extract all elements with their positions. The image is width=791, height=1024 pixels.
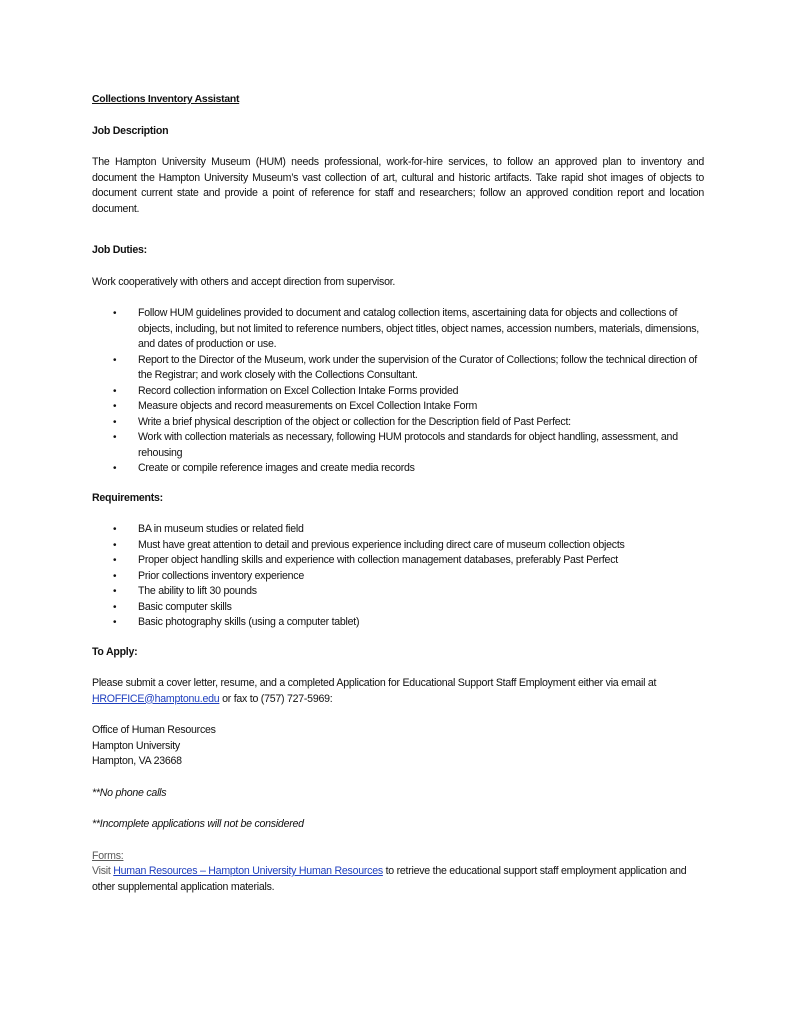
job-duty-text: Work with collection materials as necessary, following HUM protocols and standards for object handling, assessment, and rehousing — [138, 431, 678, 459]
bullet-icon: • — [113, 586, 117, 597]
requirement-item — [113, 522, 704, 538]
bullet-icon: • — [113, 308, 117, 319]
requirement-text: Prior collections inventory experience — [138, 569, 304, 582]
requirements-heading: Requirements: — [92, 491, 163, 504]
requirement-item — [113, 569, 704, 585]
job-duty-item — [113, 306, 704, 353]
bullet-icon: • — [113, 385, 117, 397]
job-duty-item — [113, 430, 704, 461]
job-duties-list — [92, 306, 704, 477]
bullet-icon: • — [113, 555, 117, 566]
bullet-icon: • — [113, 463, 117, 474]
bullet-icon: • — [113, 354, 117, 366]
bullet-icon: • — [113, 601, 117, 613]
address-line-2: Hampton University — [92, 739, 180, 752]
requirement-text: Basic photography skills (using a computer tablet) — [138, 616, 360, 628]
forms-visit-word: Visit — [92, 865, 114, 877]
forms-text-after-link: to retrieve the educational support staff employment application and other supplemental application materials. — [92, 865, 687, 893]
job-duties-intro: Work cooperatively with others and accept direction from supervisor. — [92, 275, 396, 288]
requirement-text: Proper object handling skills and experience with collection management databases, preferably Past Perfect — [138, 554, 618, 566]
requirement-text: BA in museum studies or related field — [138, 523, 304, 535]
hr-website-link[interactable]: Human Resources – Hampton University Human Resources — [113, 865, 383, 877]
requirement-text: Basic computer skills — [138, 600, 232, 613]
to-apply-text-after-email: or fax to (757) 727-5969: — [219, 692, 333, 705]
document-page — [92, 92, 704, 911]
requirement-item — [113, 538, 704, 554]
requirement-item — [113, 584, 704, 600]
to-apply-heading: To Apply: — [92, 645, 138, 658]
bullet-icon: • — [113, 524, 117, 535]
spacer — [92, 233, 704, 243]
bullet-icon: • — [113, 432, 117, 443]
job-duty-item — [113, 399, 704, 415]
bullet-icon: • — [113, 617, 117, 628]
to-apply-text-before-email: Please submit a cover letter, resume, and a completed Application for Educational Support Staff Employment either via email at — [92, 677, 657, 689]
forms-body — [92, 864, 704, 895]
mailing-address — [92, 723, 704, 770]
job-duty-text: Write a brief physical description of the object or collection for the Description field of Past Perfect: — [138, 415, 571, 428]
job-duty-text: Report to the Director of the Museum, work under the supervision of the Curator of Collections; follow the technical direction of the Registrar; and work closely with the Collections Consultant. — [138, 353, 697, 381]
job-duty-item — [113, 353, 704, 384]
job-duty-text: Create or compile reference images and create media records — [138, 462, 415, 474]
forms-heading: Forms: — [92, 849, 124, 862]
job-description-heading: Job Description — [92, 124, 169, 137]
bullet-icon: • — [113, 570, 117, 582]
no-phone-calls-note: **No phone calls — [92, 786, 167, 799]
job-duties-heading: Job Duties: — [92, 244, 147, 256]
job-description-body: The Hampton University Museum (HUM) needs professional, work-for-hire services, to follow an approved plan to inventory and document the Hampton University Museum’s vast collection of art, cultural and historic artifacts. Take rapid shot images of objects to document current state and provide a point of reference for staff and researchers; follow an approved condition report and location document. — [92, 156, 704, 215]
requirement-text: The ability to lift 30 pounds — [138, 585, 257, 597]
requirement-item — [113, 600, 704, 616]
document-title: Collections Inventory Assistant — [92, 94, 240, 105]
job-duty-text: Record collection information on Excel Collection Intake Forms provided — [138, 384, 459, 397]
job-duty-item — [113, 461, 704, 477]
bullet-icon: • — [113, 539, 117, 551]
hr-email-link[interactable]: HROFFICE@hamptonu.edu — [92, 692, 220, 705]
job-duty-item — [113, 415, 704, 431]
address-line-1: Office of Human Resources — [92, 724, 216, 736]
job-duty-text: Follow HUM guidelines provided to document and catalog collection items, ascertaining data for objects and collections of objects, including, but not limited to reference numbers, object titles, object names, accession numbers, materials, dimensions, and dates of production or use. — [138, 307, 699, 350]
address-line-3: Hampton, VA 23668 — [92, 755, 182, 767]
bullet-icon: • — [113, 401, 117, 412]
job-duty-text: Measure objects and record measurements on Excel Collection Intake Form — [138, 400, 478, 412]
requirements-list — [92, 522, 704, 631]
requirement-text: Must have great attention to detail and previous experience including direct care of museum collection objects — [138, 538, 625, 551]
requirement-item — [113, 615, 704, 631]
bullet-icon: • — [113, 416, 117, 428]
incomplete-applications-note: **Incomplete applications will not be considered — [92, 818, 304, 830]
requirement-item — [113, 553, 704, 569]
to-apply-body — [92, 676, 704, 707]
job-duty-item — [113, 384, 704, 400]
